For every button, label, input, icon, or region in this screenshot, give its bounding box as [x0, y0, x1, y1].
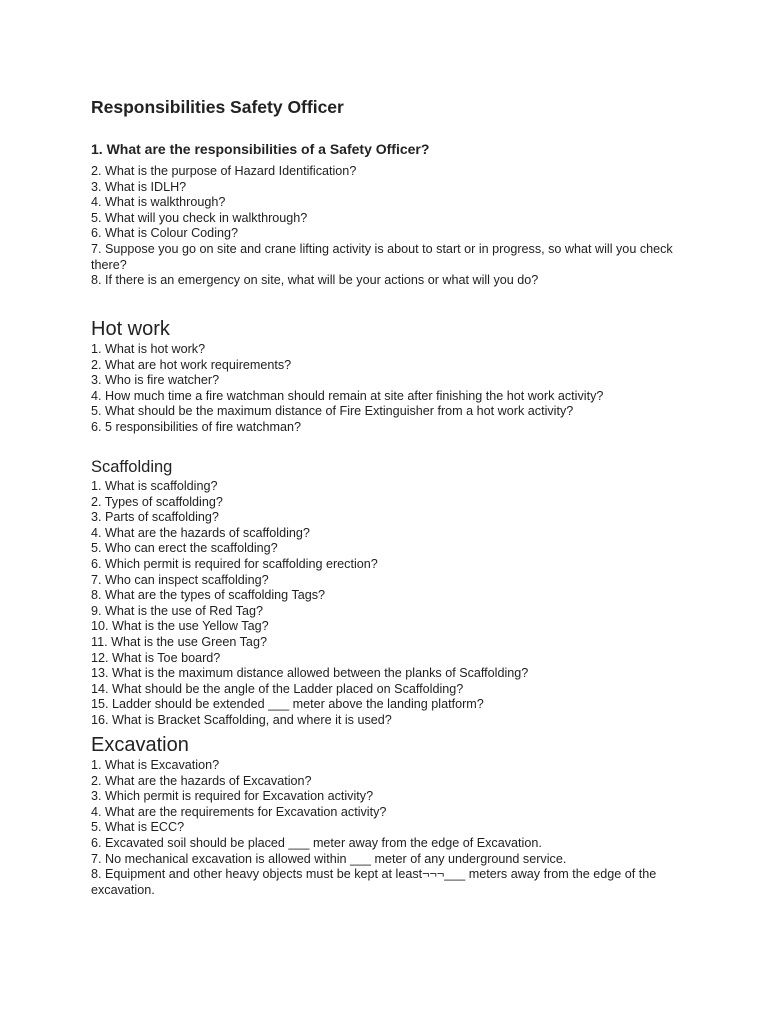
- list-item: 4. What are the requirements for Excavation activity?: [91, 804, 387, 819]
- list-item: 2. Types of scaffolding?: [91, 494, 223, 509]
- list-item: 3. Which permit is required for Excavation activity?: [91, 789, 374, 804]
- list-item: 7. No mechanical excavation is allowed within ___ meter of any underground service.: [91, 851, 567, 866]
- list-item: 3. Parts of scaffolding?: [91, 510, 219, 525]
- list-item: 6. What is Colour Coding?: [91, 226, 238, 241]
- list-item: 5. What should be the maximum distance of Fire Extinguisher from a hot work activity?: [91, 404, 574, 419]
- section-heading-hot-work: Hot work: [91, 318, 170, 340]
- list-item: 8. What are the types of scaffolding Tags?: [91, 588, 326, 603]
- list-item: 9. What is the use of Red Tag?: [91, 603, 263, 618]
- list-item: 4. What are the hazards of scaffolding?: [91, 525, 310, 540]
- list-item: 3. Who is fire watcher?: [91, 373, 220, 388]
- section-heading-scaffolding: Scaffolding: [91, 458, 173, 476]
- list-item: 6. Excavated soil should be placed ___ meter away from the edge of Excavation.: [91, 835, 542, 850]
- list-item: 2. What is the purpose of Hazard Identification?: [91, 164, 357, 178]
- list-item: 1. What is hot work?: [91, 342, 206, 356]
- list-item: 8. If there is an emergency on site, what will be your actions or what will you do?: [91, 273, 539, 288]
- hot-work-question-list: [91, 342, 691, 436]
- list-item: 2. What are hot work requirements?: [91, 357, 292, 372]
- list-item: 14. What should be the angle of the Ladder placed on Scaffolding?: [91, 681, 464, 696]
- list-item: 4. What is walkthrough?: [91, 195, 226, 210]
- list-item: 2. What are the hazards of Excavation?: [91, 773, 312, 788]
- scaffolding-question-list: [91, 479, 691, 729]
- list-item: 7. Who can inspect scaffolding?: [91, 572, 269, 587]
- list-item: 5. Who can erect the scaffolding?: [91, 541, 278, 556]
- excavation-question-list: [91, 758, 691, 898]
- list-item: 1. What is Excavation?: [91, 758, 220, 772]
- list-item: 12. What is Toe board?: [91, 650, 221, 665]
- list-item: 13. What is the maximum distance allowed between the planks of Scaffolding?: [91, 666, 529, 681]
- intro-question-list: [91, 164, 691, 289]
- list-item: 15. Ladder should be extended ___ meter above the landing platform?: [91, 697, 484, 712]
- list-item: 4. How much time a fire watchman should remain at site after finishing the hot work activity?: [91, 388, 604, 403]
- list-item: 8. Equipment and other heavy objects must be kept at least¬¬¬___ meters away from the edge of the excavation.: [91, 867, 657, 897]
- list-item: 6. 5 responsibilities of fire watchman?: [91, 419, 301, 434]
- list-item: 7. Suppose you go on site and crane lifting activity is about to start or in progress, so what will you check there?: [91, 241, 673, 272]
- list-item: 5. What will you check in walkthrough?: [91, 210, 308, 225]
- page-title: Responsibilities Safety Officer: [91, 97, 344, 117]
- list-item: 6. Which permit is required for scaffolding erection?: [91, 556, 378, 571]
- list-item: 16. What is Bracket Scaffolding, and where it is used?: [91, 712, 392, 727]
- list-item: 11. What is the use Green Tag?: [91, 634, 267, 649]
- lead-question: 1. What are the responsibilities of a Safety Officer?: [91, 141, 430, 157]
- section-heading-excavation: Excavation: [91, 734, 189, 756]
- list-item: 5. What is ECC?: [91, 820, 185, 835]
- list-item: 10. What is the use Yellow Tag?: [91, 619, 269, 634]
- list-item: 1. What is scaffolding?: [91, 479, 218, 493]
- list-item: 3. What is IDLH?: [91, 179, 187, 194]
